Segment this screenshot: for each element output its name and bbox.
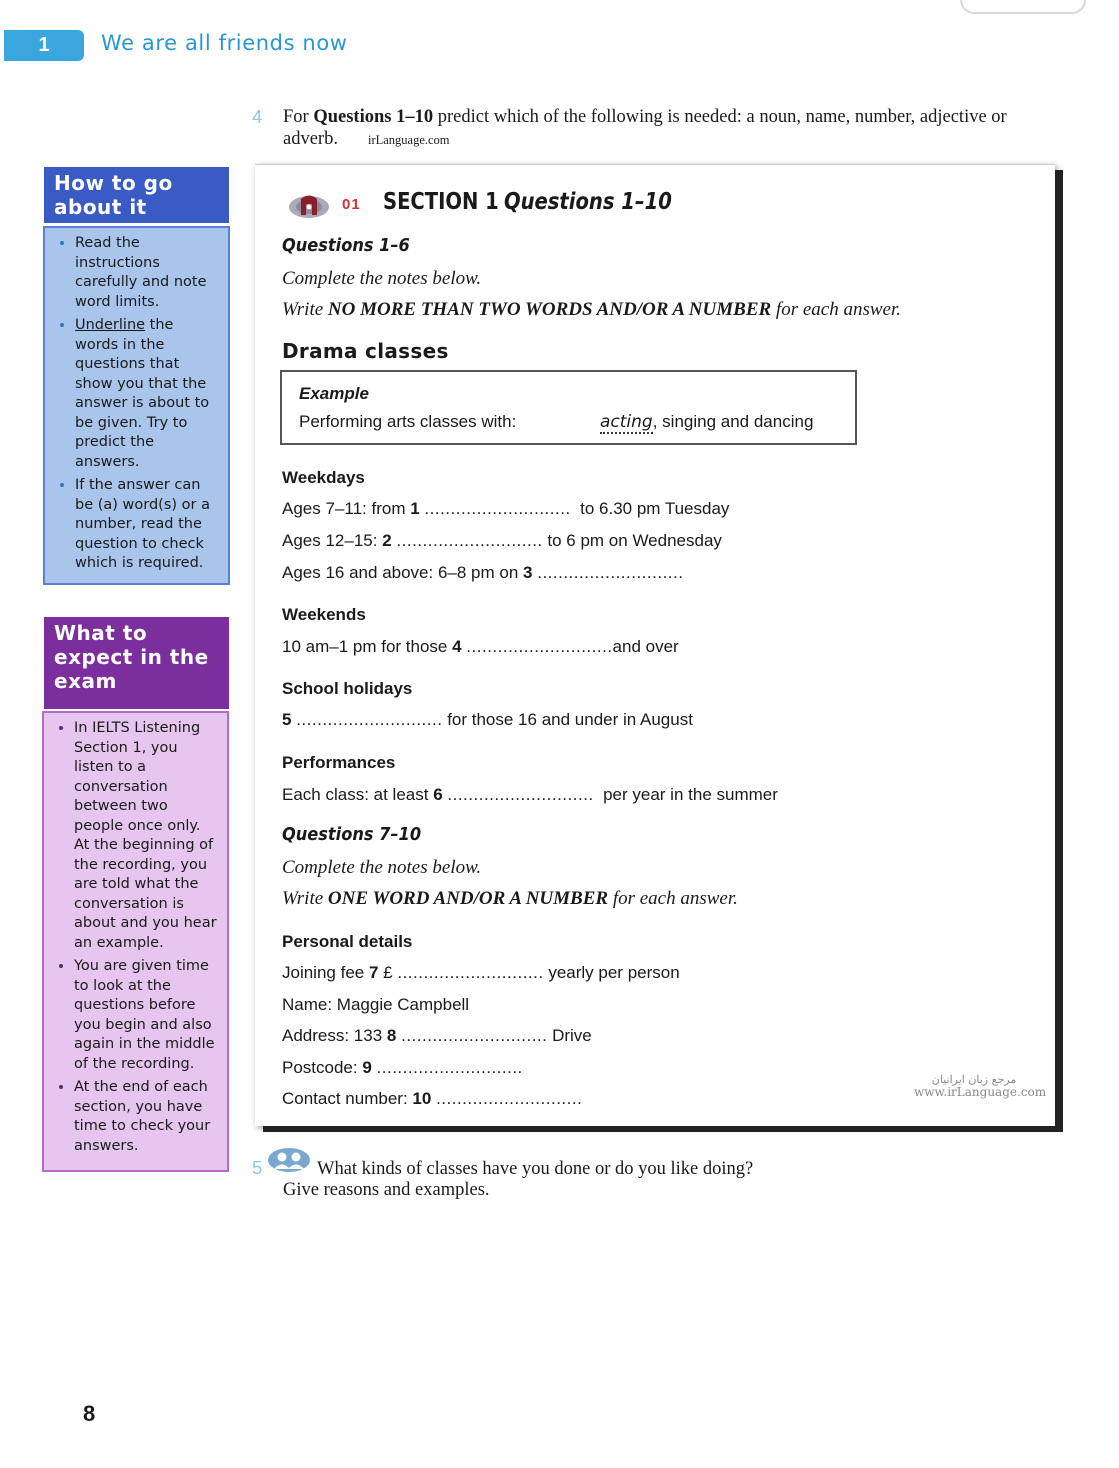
cd-audio-icon — [287, 193, 331, 219]
answer-gap-4[interactable]: ............................ — [466, 637, 613, 656]
note-line-6: Each class: at least 6 ............................ per year in the summer — [282, 785, 778, 804]
exam-item: • You are given time to look at the questions before you begin and also again in the middle of the recording. — [74, 957, 217, 1074]
section-questions: Questions 1–10 — [504, 189, 672, 215]
unit-title: We are all friends now — [101, 31, 348, 55]
answer-gap-8[interactable]: ............................ — [401, 1026, 548, 1045]
answer-gap-3[interactable]: ............................ — [537, 563, 684, 582]
answer-gap-1[interactable]: ............................ — [424, 499, 571, 518]
question-4-text: For Questions 1–10 predict which of the following is needed: a noun, name, number, adjective or adverb. irLanguage.com — [283, 107, 1007, 149]
personal-details-heading: Personal details — [282, 932, 413, 951]
exercise-panel — [255, 164, 1055, 1126]
how-to-box — [43, 226, 230, 585]
questions-1-6-heading: Questions 1–6 — [282, 235, 410, 256]
note-line-3: Ages 16 and above: 6–8 pm on 3 ............................ — [282, 563, 684, 582]
note-line-10: Contact number: 10 ............................ — [282, 1089, 583, 1108]
tip-item: • Underline the words in the questions that show you that the answer is about to be given. Try to predict the answers. — [75, 316, 218, 472]
instruction-word-limit-2: Write ONE WORD AND/OR A NUMBER for each answer. — [282, 888, 738, 909]
answer-gap-5[interactable]: ............................ — [296, 710, 443, 729]
page-number: 8 — [83, 1401, 96, 1426]
section-label: SECTION 1 — [383, 189, 499, 215]
track-number: 01 — [342, 196, 361, 213]
note-line-4: 10 am–1 pm for those 4 ............................and over — [282, 637, 679, 656]
how-to-box-title: How to go about it — [44, 167, 229, 223]
top-tab-decoration — [960, 0, 1086, 14]
site-label: irLanguage.com — [367, 133, 450, 147]
note-line-7: Joining fee 7 £ ............................ yearly per person — [282, 963, 680, 982]
school-holidays-heading: School holidays — [282, 679, 413, 698]
tip-item: • Read the instructions carefully and note word limits. — [75, 234, 218, 312]
exam-box-title: What to expect in the exam — [44, 617, 229, 709]
unit-number-tab: 1 — [4, 30, 84, 61]
instruction-complete: Complete the notes below. — [282, 268, 482, 289]
note-line-5: 5 ............................ for those 16 and under in August — [282, 710, 693, 729]
pair-work-icon — [267, 1147, 311, 1173]
question-number: 4 — [252, 106, 263, 127]
watermark: مرجع زبان ایرانیان www.irLanguage.com — [914, 1073, 1047, 1099]
note-line-name: Name: Maggie Campbell — [282, 995, 470, 1014]
note-line-8: Address: 133 8 ............................ Drive — [282, 1026, 592, 1045]
question-5-line-1: What kinds of classes have you done or do you like doing? — [317, 1159, 754, 1179]
example-text: Performing arts classes with: — [299, 412, 517, 431]
performances-heading: Performances — [282, 753, 396, 772]
example-label: Example — [299, 384, 369, 403]
note-line-9: Postcode: 9 ............................ — [282, 1058, 523, 1077]
note-line-2: Ages 12–15: 2 ............................ to 6 pm on Wednesday — [282, 531, 722, 550]
exam-box — [42, 711, 229, 1172]
weekends-heading: Weekends — [282, 605, 366, 624]
exam-item: • At the end of each section, you have time to check your answers. — [74, 1078, 217, 1156]
answer-gap-9[interactable]: ............................ — [376, 1058, 523, 1077]
example-box — [280, 370, 857, 445]
instruction-word-limit: Write NO MORE THAN TWO WORDS AND/OR A NUMBER for each answer. — [282, 299, 901, 320]
answer-gap-2[interactable]: ............................ — [396, 531, 543, 550]
notes-title: Drama classes — [282, 339, 449, 363]
weekdays-heading: Weekdays — [282, 468, 365, 487]
question-5-line-2: Give reasons and examples. — [283, 1180, 490, 1200]
answer-gap-10[interactable]: ............................ — [436, 1089, 583, 1108]
answer-gap-6[interactable]: ............................ — [447, 785, 594, 804]
question-number: 5 — [252, 1157, 263, 1178]
instruction-complete-2: Complete the notes below. — [282, 857, 482, 878]
answer-gap-7[interactable]: ............................ — [397, 963, 544, 982]
example-answer: acting, singing and dancing — [600, 412, 814, 432]
tip-item: • If the answer can be (a) word(s) or a number, read the question to check which is required. — [75, 476, 218, 574]
section-header — [282, 187, 982, 219]
note-line-1: Ages 7–11: from 1 ............................ to 6.30 pm Tuesday — [282, 499, 730, 518]
questions-7-10-heading: Questions 7–10 — [282, 824, 422, 845]
exam-item: • In IELTS Listening Section 1, you listen to a conversation between two people once only. At the beginning of the recording, you are told what the conversation is about and you hear an example. — [74, 719, 217, 953]
